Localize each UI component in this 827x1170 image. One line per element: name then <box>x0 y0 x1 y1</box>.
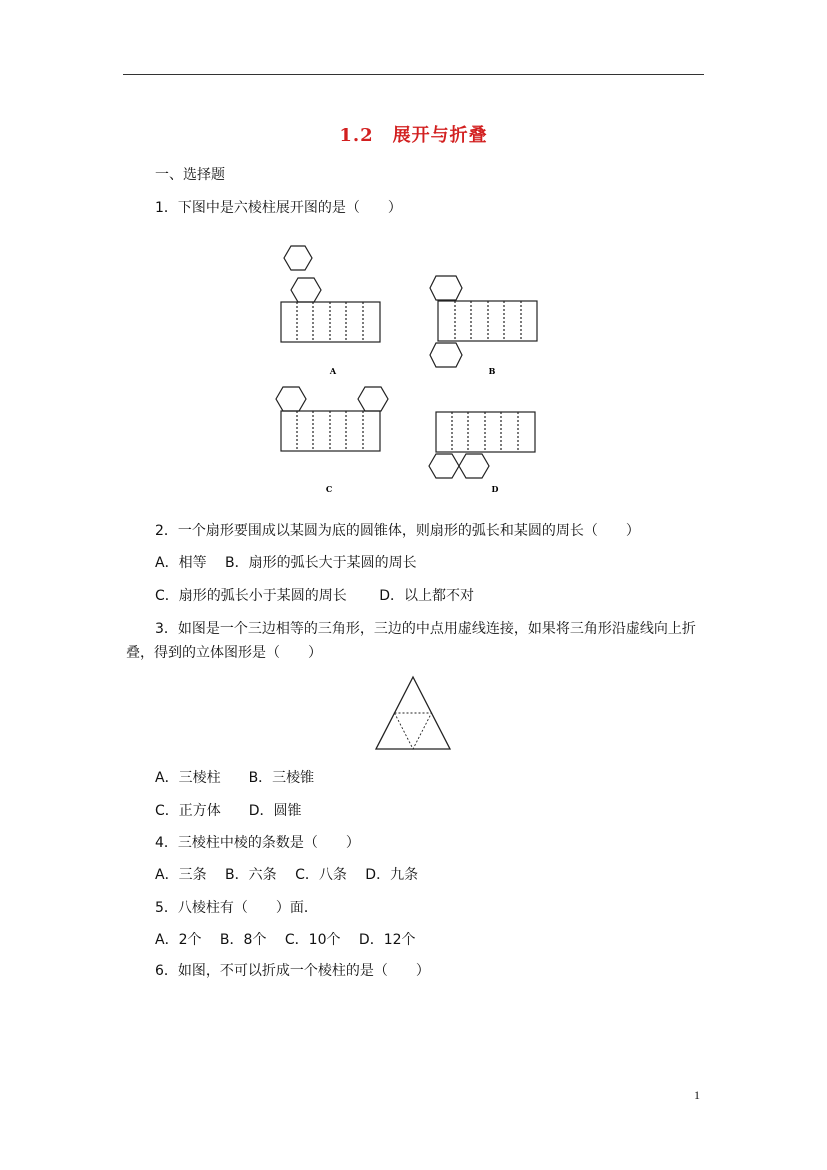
question-2-options-cd: C．扇形的弧长小于某圆的周长 D．以上都不对 <box>155 588 475 604</box>
section-heading: 一、选择题 <box>155 167 225 183</box>
label-a: A <box>329 366 337 376</box>
question-6: 6．如图，不可以折成一个棱柱的是（ ） <box>155 963 430 979</box>
page-title: 1.2 展开与折叠 <box>339 125 488 146</box>
figure-hexagonal-prism-nets <box>270 240 560 500</box>
question-2: 2．一个扇形要围成以某圆为底的圆锥体，则扇形的弧长和某圆的周长（ ） <box>155 523 640 539</box>
label-b: B <box>488 366 496 376</box>
question-1: 1．下图中是六棱柱展开图的是（ ） <box>155 200 402 216</box>
question-5-options: A．2个 B．8个 C．10个 D．12个 <box>155 932 416 948</box>
question-3-options-cd: C．正方体 D．圆锥 <box>155 803 302 819</box>
header-rule <box>123 74 704 75</box>
label-c: C <box>325 484 333 494</box>
label-d: D <box>491 484 499 494</box>
net-c <box>276 387 388 451</box>
page-number: 1 <box>694 1088 700 1102</box>
figure-triangle <box>372 674 454 752</box>
question-4: 4．三棱柱中棱的条数是（ ） <box>155 835 360 851</box>
question-4-options: A．三条 B．六条 C．八条 D．九条 <box>155 867 419 883</box>
question-3: 3．如图是一个三边相等的三角形，三边的中点用虚线连接，如果将三角形沿虚线向上折叠，得到的立体图形是（ ） <box>126 621 696 661</box>
question-3-options-ab: A．三棱柱 B．三棱锥 <box>155 770 315 786</box>
net-d <box>429 412 535 478</box>
net-a <box>281 246 380 342</box>
question-5: 5．八棱柱有（ ）面． <box>155 900 318 916</box>
net-b <box>430 276 537 367</box>
question-2-options-ab: A．相等 B．扇形的弧长大于某圆的周长 <box>155 555 417 571</box>
